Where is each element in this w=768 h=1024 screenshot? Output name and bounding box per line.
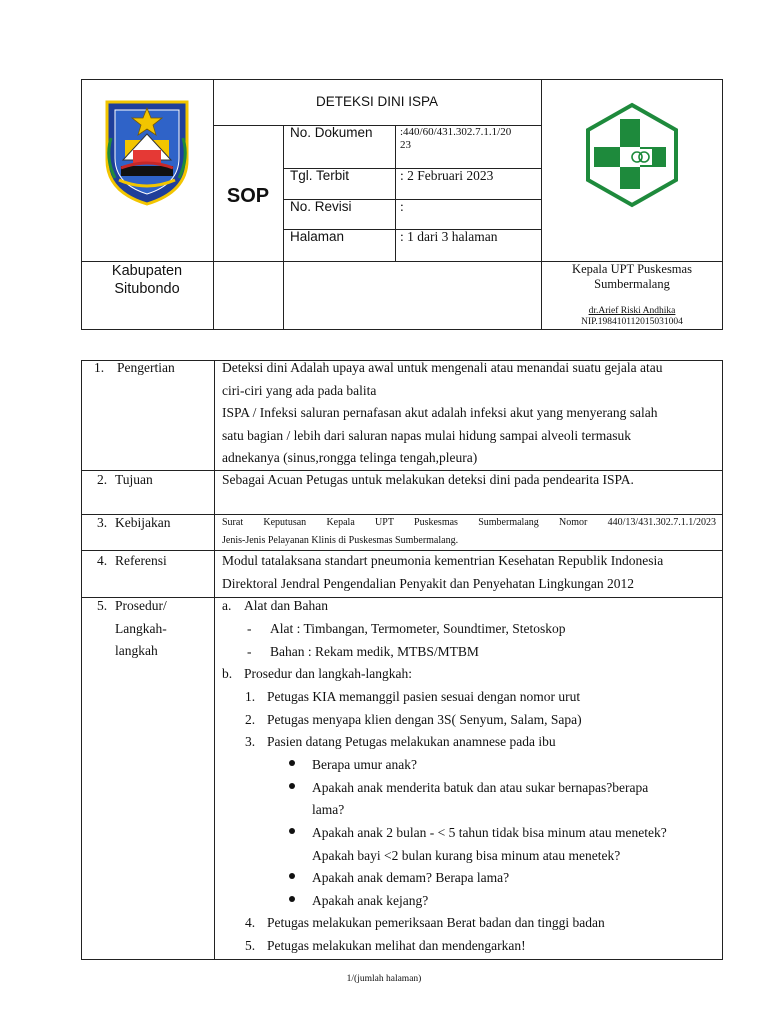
pengertian-line: ciri-ciri yang ada pada balita — [222, 382, 377, 398]
referensi-line: Modul tatalaksana standart pneumonia kementrian Kesehatan Republik Indonesia — [222, 553, 664, 568]
field-value-halaman: : 1 dari 3 halaman — [400, 229, 498, 244]
section-number: 3. — [97, 515, 108, 530]
list-marker-b: b. — [222, 666, 233, 681]
field-label-no-dokumen: No. Dokumen — [290, 125, 373, 140]
step-number: 2. — [245, 712, 256, 727]
section-label-kebijakan: Kebijakan — [115, 515, 171, 530]
step-text: Petugas menyapa klien dengan 3S( Senyum, Salam, Sapa) — [267, 712, 582, 727]
document-title: DETEKSI DINI ISPA — [315, 94, 439, 109]
bullet-text: Berapa umur anak? — [312, 757, 417, 772]
section-label-referensi: Referensi — [115, 553, 167, 568]
prosedur-label-line: Prosedur/ — [115, 598, 167, 613]
bullet-text: Apakah anak 2 bulan - < 5 tahun tidak bisa minum atau menetek? — [312, 825, 667, 840]
bullet-dot — [289, 873, 295, 879]
section-label-tujuan: Tujuan — [115, 472, 153, 487]
dash-marker: - — [247, 621, 252, 636]
page-footer: 1/(jumlah halaman) — [346, 974, 422, 984]
field-label-tgl-terbit: Tgl. Terbit — [290, 168, 350, 183]
region-line: Situbondo — [114, 281, 180, 297]
head-title-line: Sumbermalang — [594, 277, 670, 291]
sop-label: SOP — [226, 185, 270, 207]
pengertian-text — [222, 357, 716, 470]
tujuan-text: Sebagai Acuan Petugas untuk melakukan deteksi dini pada pendearita ISPA. — [222, 472, 634, 487]
pengertian-line: adnekanya (sinus,rongga telinga tengah,pleura) — [222, 450, 478, 466]
prosedur-label-line: langkah — [115, 643, 158, 659]
kebijakan-text — [222, 514, 716, 532]
referensi-line: Direktoral Jendral Pengendalian Penyakit dan Penyehatan Lingkungan 2012 — [222, 575, 635, 591]
section-number: 1. — [94, 360, 105, 375]
prosedur-label-line: Langkah- — [115, 620, 167, 636]
step-text: Petugas melakukan melihat dan mendengarkan! — [267, 938, 526, 953]
step-text: Petugas melakukan pemeriksaan Berat badan dan tinggi badan — [267, 915, 605, 930]
header-divider — [395, 125, 396, 261]
head-title-line: Kepala UPT Puskesmas — [572, 262, 692, 276]
step-text: Petugas KIA memanggil pasien sesuai dengan nomor urut — [267, 689, 581, 704]
step-text: Pasien datang Petugas melakukan anamnese pada ibu — [267, 734, 556, 749]
section-number: 2. — [97, 472, 108, 487]
no-dokumen-line: :440/60/431.302.7.1.1/20 — [400, 126, 512, 138]
field-value-no-dokumen — [400, 126, 511, 152]
puskesmas-logo — [578, 101, 686, 209]
referensi-text — [222, 550, 716, 595]
head-nip: NIP.198410112015031004 — [581, 317, 683, 327]
bullet-dot — [289, 828, 295, 834]
header-divider — [283, 125, 284, 330]
pengertian-line: ISPA / Infeksi saluran pernafasan akut adalah infeksi akut yang menyerang salah — [222, 405, 658, 421]
alat-item: Alat : Timbangan, Termometer, Soundtimer, Stetoskop — [270, 621, 566, 636]
step-number: 5. — [245, 938, 256, 953]
step-number: 3. — [245, 734, 256, 749]
no-dokumen-line: 23 — [400, 139, 411, 151]
step-number: 4. — [245, 915, 256, 930]
section-number: 5. — [97, 598, 108, 613]
header-divider — [541, 79, 542, 330]
content-divider — [214, 360, 215, 960]
kebijakan-line: Surat Keputusan Kepala UPT Puskesmas Sumbermalang Nomor 440/13/431.302.7.1.1/2023 — [222, 517, 716, 528]
kabupaten-logo — [101, 98, 193, 206]
bullet-text: Apakah anak kejang? — [312, 893, 429, 908]
bullet-text: Apakah anak demam? Berapa lama? — [312, 870, 510, 885]
step-number: 1. — [245, 689, 256, 704]
bahan-item: Bahan : Rekam medik, MTBS/MTBM — [270, 644, 479, 659]
section-number: 4. — [97, 553, 108, 568]
field-label-no-revisi: No. Revisi — [290, 199, 352, 214]
prosedur-title: Prosedur dan langkah-langkah: — [244, 666, 412, 681]
region-line: Kabupaten — [111, 263, 183, 279]
section-label-prosedur — [115, 595, 167, 663]
pengertian-line: satu bagian / lebih dari saluran napas mulai hidung sampai alveoli termasuk — [222, 427, 632, 443]
head-title — [541, 262, 723, 292]
content-divider — [81, 597, 723, 598]
pengertian-line: Deteksi dini Adalah upaya awal untuk mengenali atau menandai suatu gejala atau — [222, 360, 663, 375]
alat-bahan-title: Alat dan Bahan — [244, 598, 328, 613]
dash-marker: - — [247, 644, 252, 659]
bullet-text: Apakah anak menderita batuk dan atau sukar bernapas?berapa — [312, 780, 649, 795]
bullet-text-continued: lama? — [312, 802, 345, 817]
kebijakan-text-2: Jenis-Jenis Pelayanan Klinis di Puskesmas Sumbermalang. — [222, 535, 459, 546]
field-value-no-revisi: : — [400, 199, 404, 214]
bullet-dot — [289, 896, 295, 902]
head-name: dr.Arief Riski Andhika — [588, 306, 676, 316]
bullet-text-continued: Apakah bayi <2 bulan kurang bisa minum atau menetek? — [312, 848, 621, 863]
section-label-pengertian: Pengertian — [117, 360, 175, 375]
field-value-tgl-terbit: : 2 Februari 2023 — [400, 168, 494, 183]
field-label-halaman: Halaman — [290, 229, 345, 244]
bullet-dot — [289, 760, 295, 766]
bullet-dot — [289, 783, 295, 789]
list-marker-a: a. — [222, 598, 232, 613]
region-name — [81, 261, 213, 298]
